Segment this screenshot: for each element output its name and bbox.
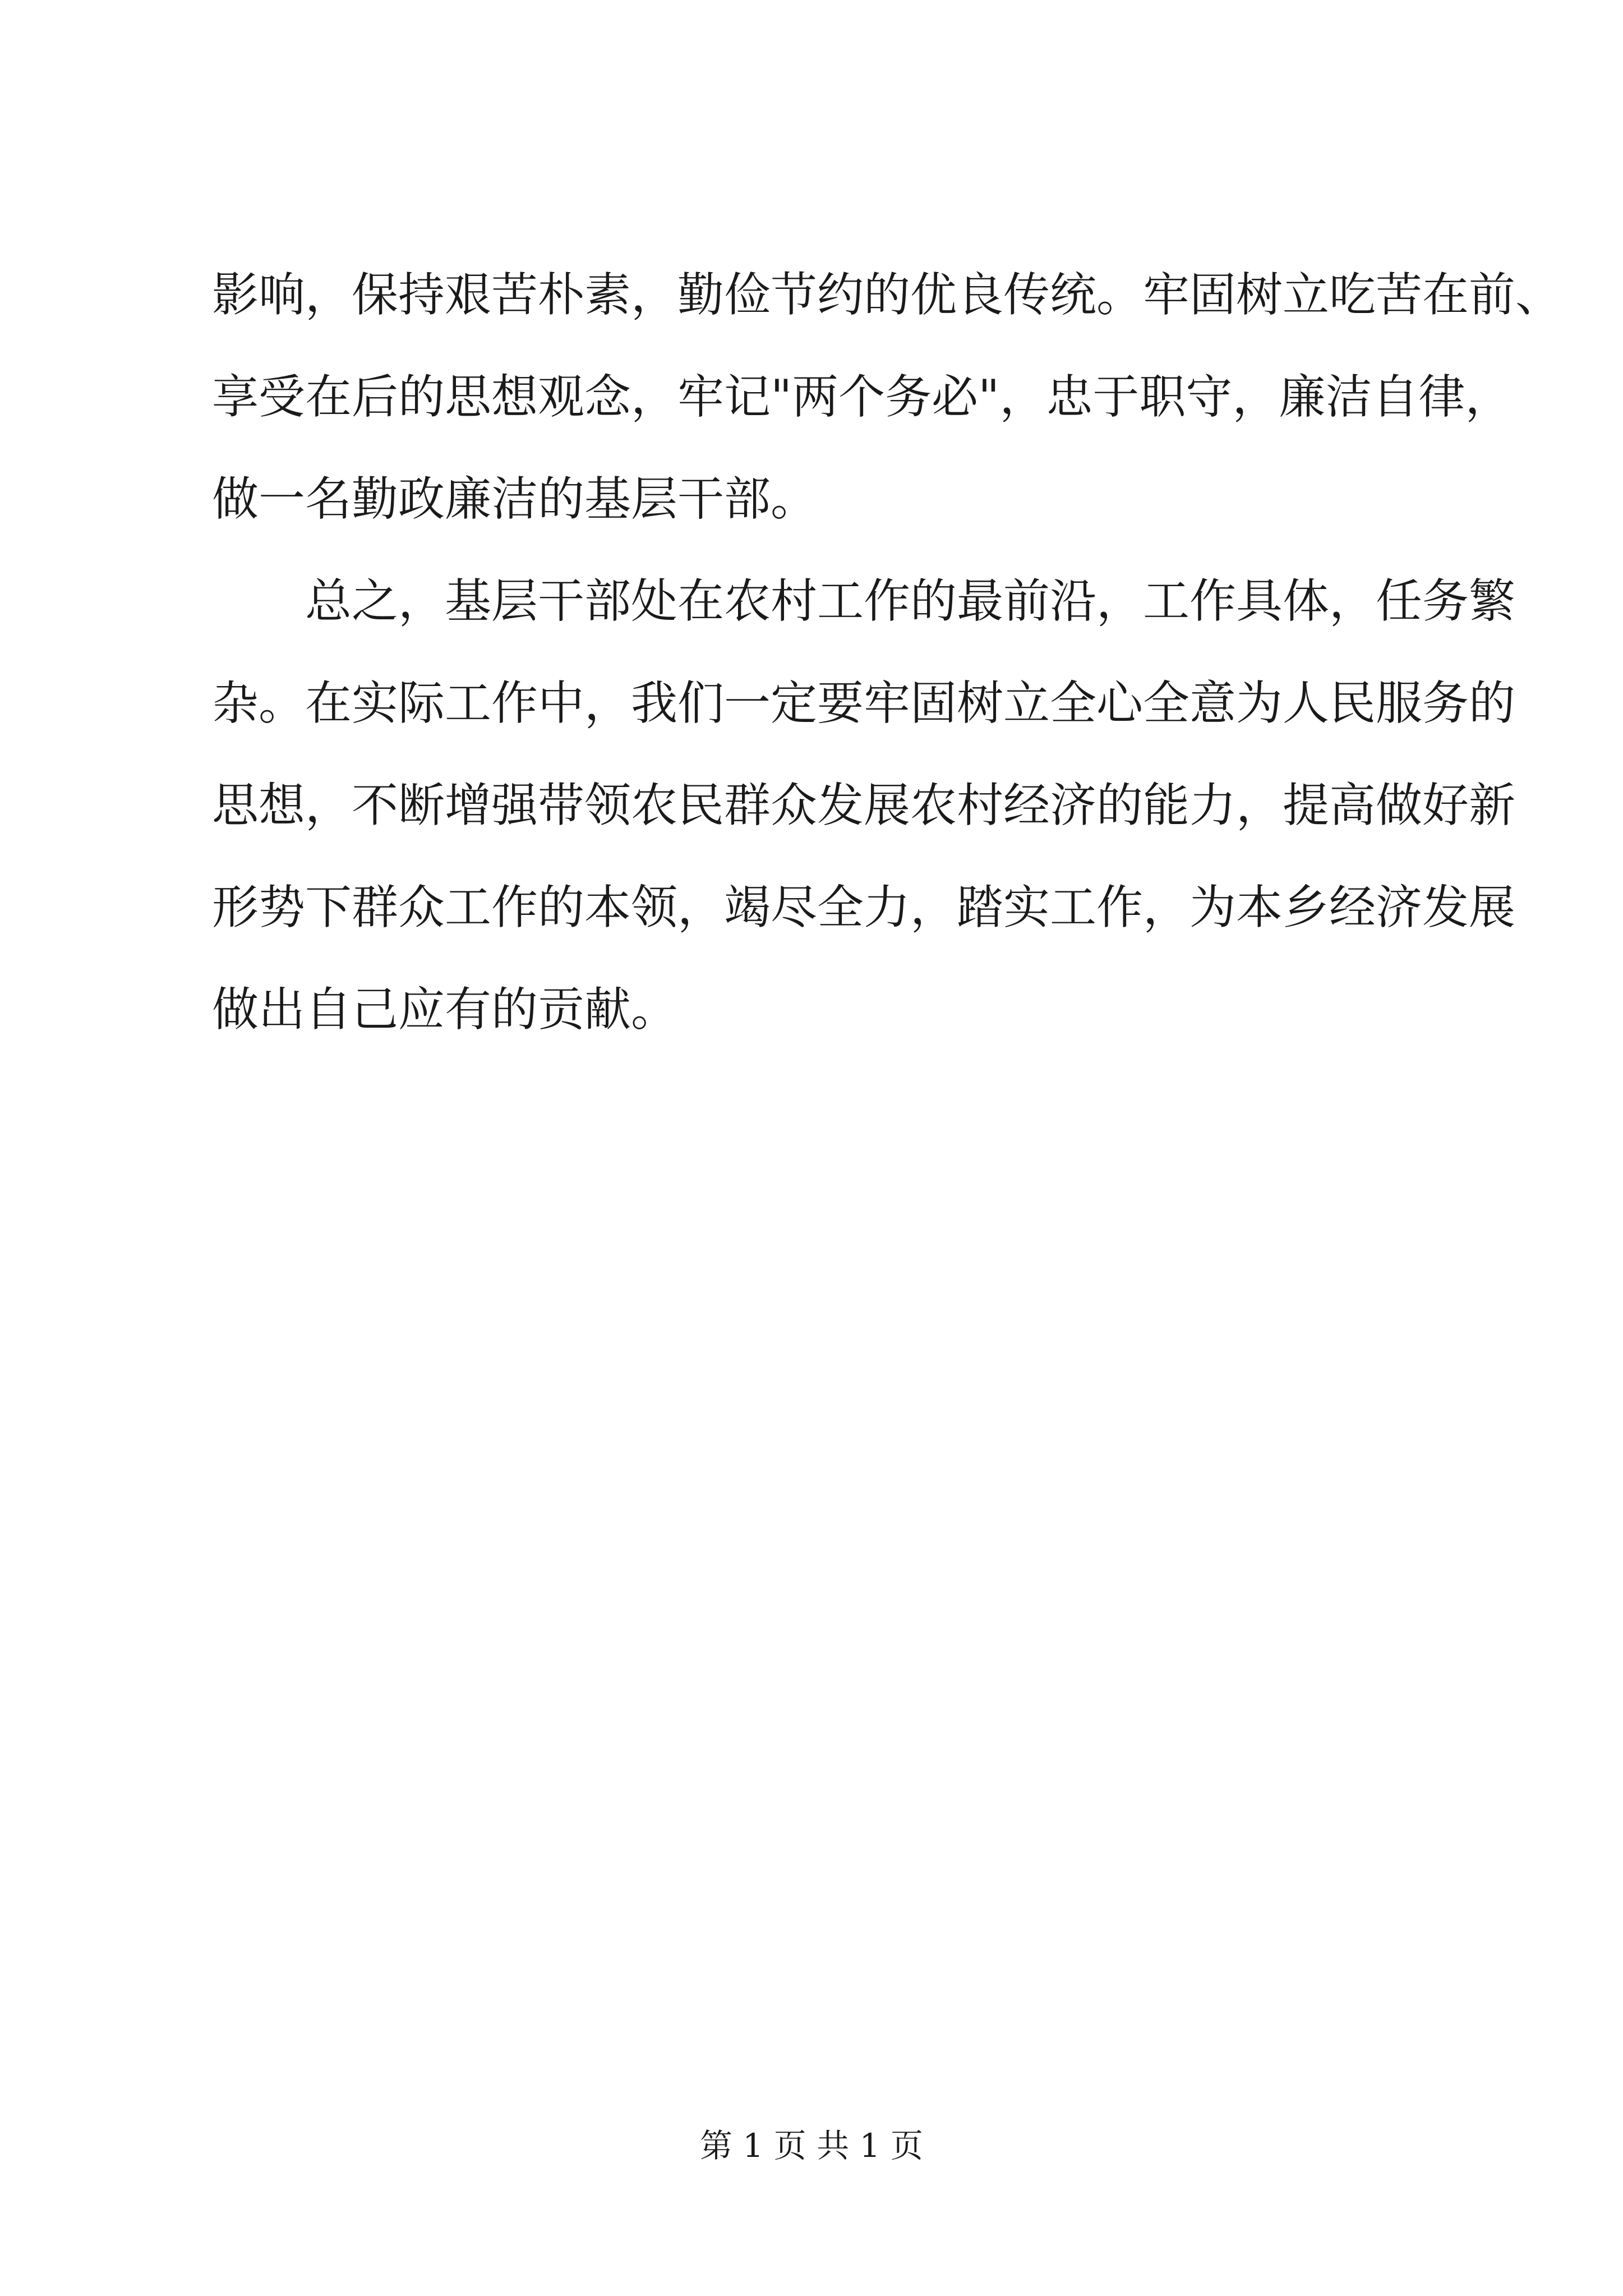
page-footer xyxy=(0,2123,1623,2168)
paragraph-2 xyxy=(212,550,1515,1061)
document-body xyxy=(212,244,1562,1061)
text-line: 做一名勤政廉洁的基层干部。 xyxy=(212,472,817,526)
text-line: 做出自己应有的贡献。 xyxy=(212,982,677,1037)
page-number-label: 第 1 页 共 1 页 xyxy=(700,2127,923,2165)
text-line: 思想，不断增强带领农民群众发展农村经济的能力，提高做好新 xyxy=(212,778,1515,832)
text-line: 总之，基层干部处在农村工作的最前沿，工作具体，任务繁 xyxy=(212,574,1515,628)
text-line: 形势下群众工作的本领，竭尽全力，踏实工作，为本乡经济发展 xyxy=(212,880,1515,935)
text-line: 杂。在实际工作中，我们一定要牢固树立全心全意为人民服务的 xyxy=(212,676,1515,730)
text-line: 享受在后的思想观念，牢记"两个务必"，忠于职守，廉洁自律， xyxy=(212,370,1512,424)
paragraph-1 xyxy=(212,244,1562,550)
text-line: 影响，保持艰苦朴素，勤俭节约的优良传统。牢固树立吃苦在前、 xyxy=(212,268,1562,322)
